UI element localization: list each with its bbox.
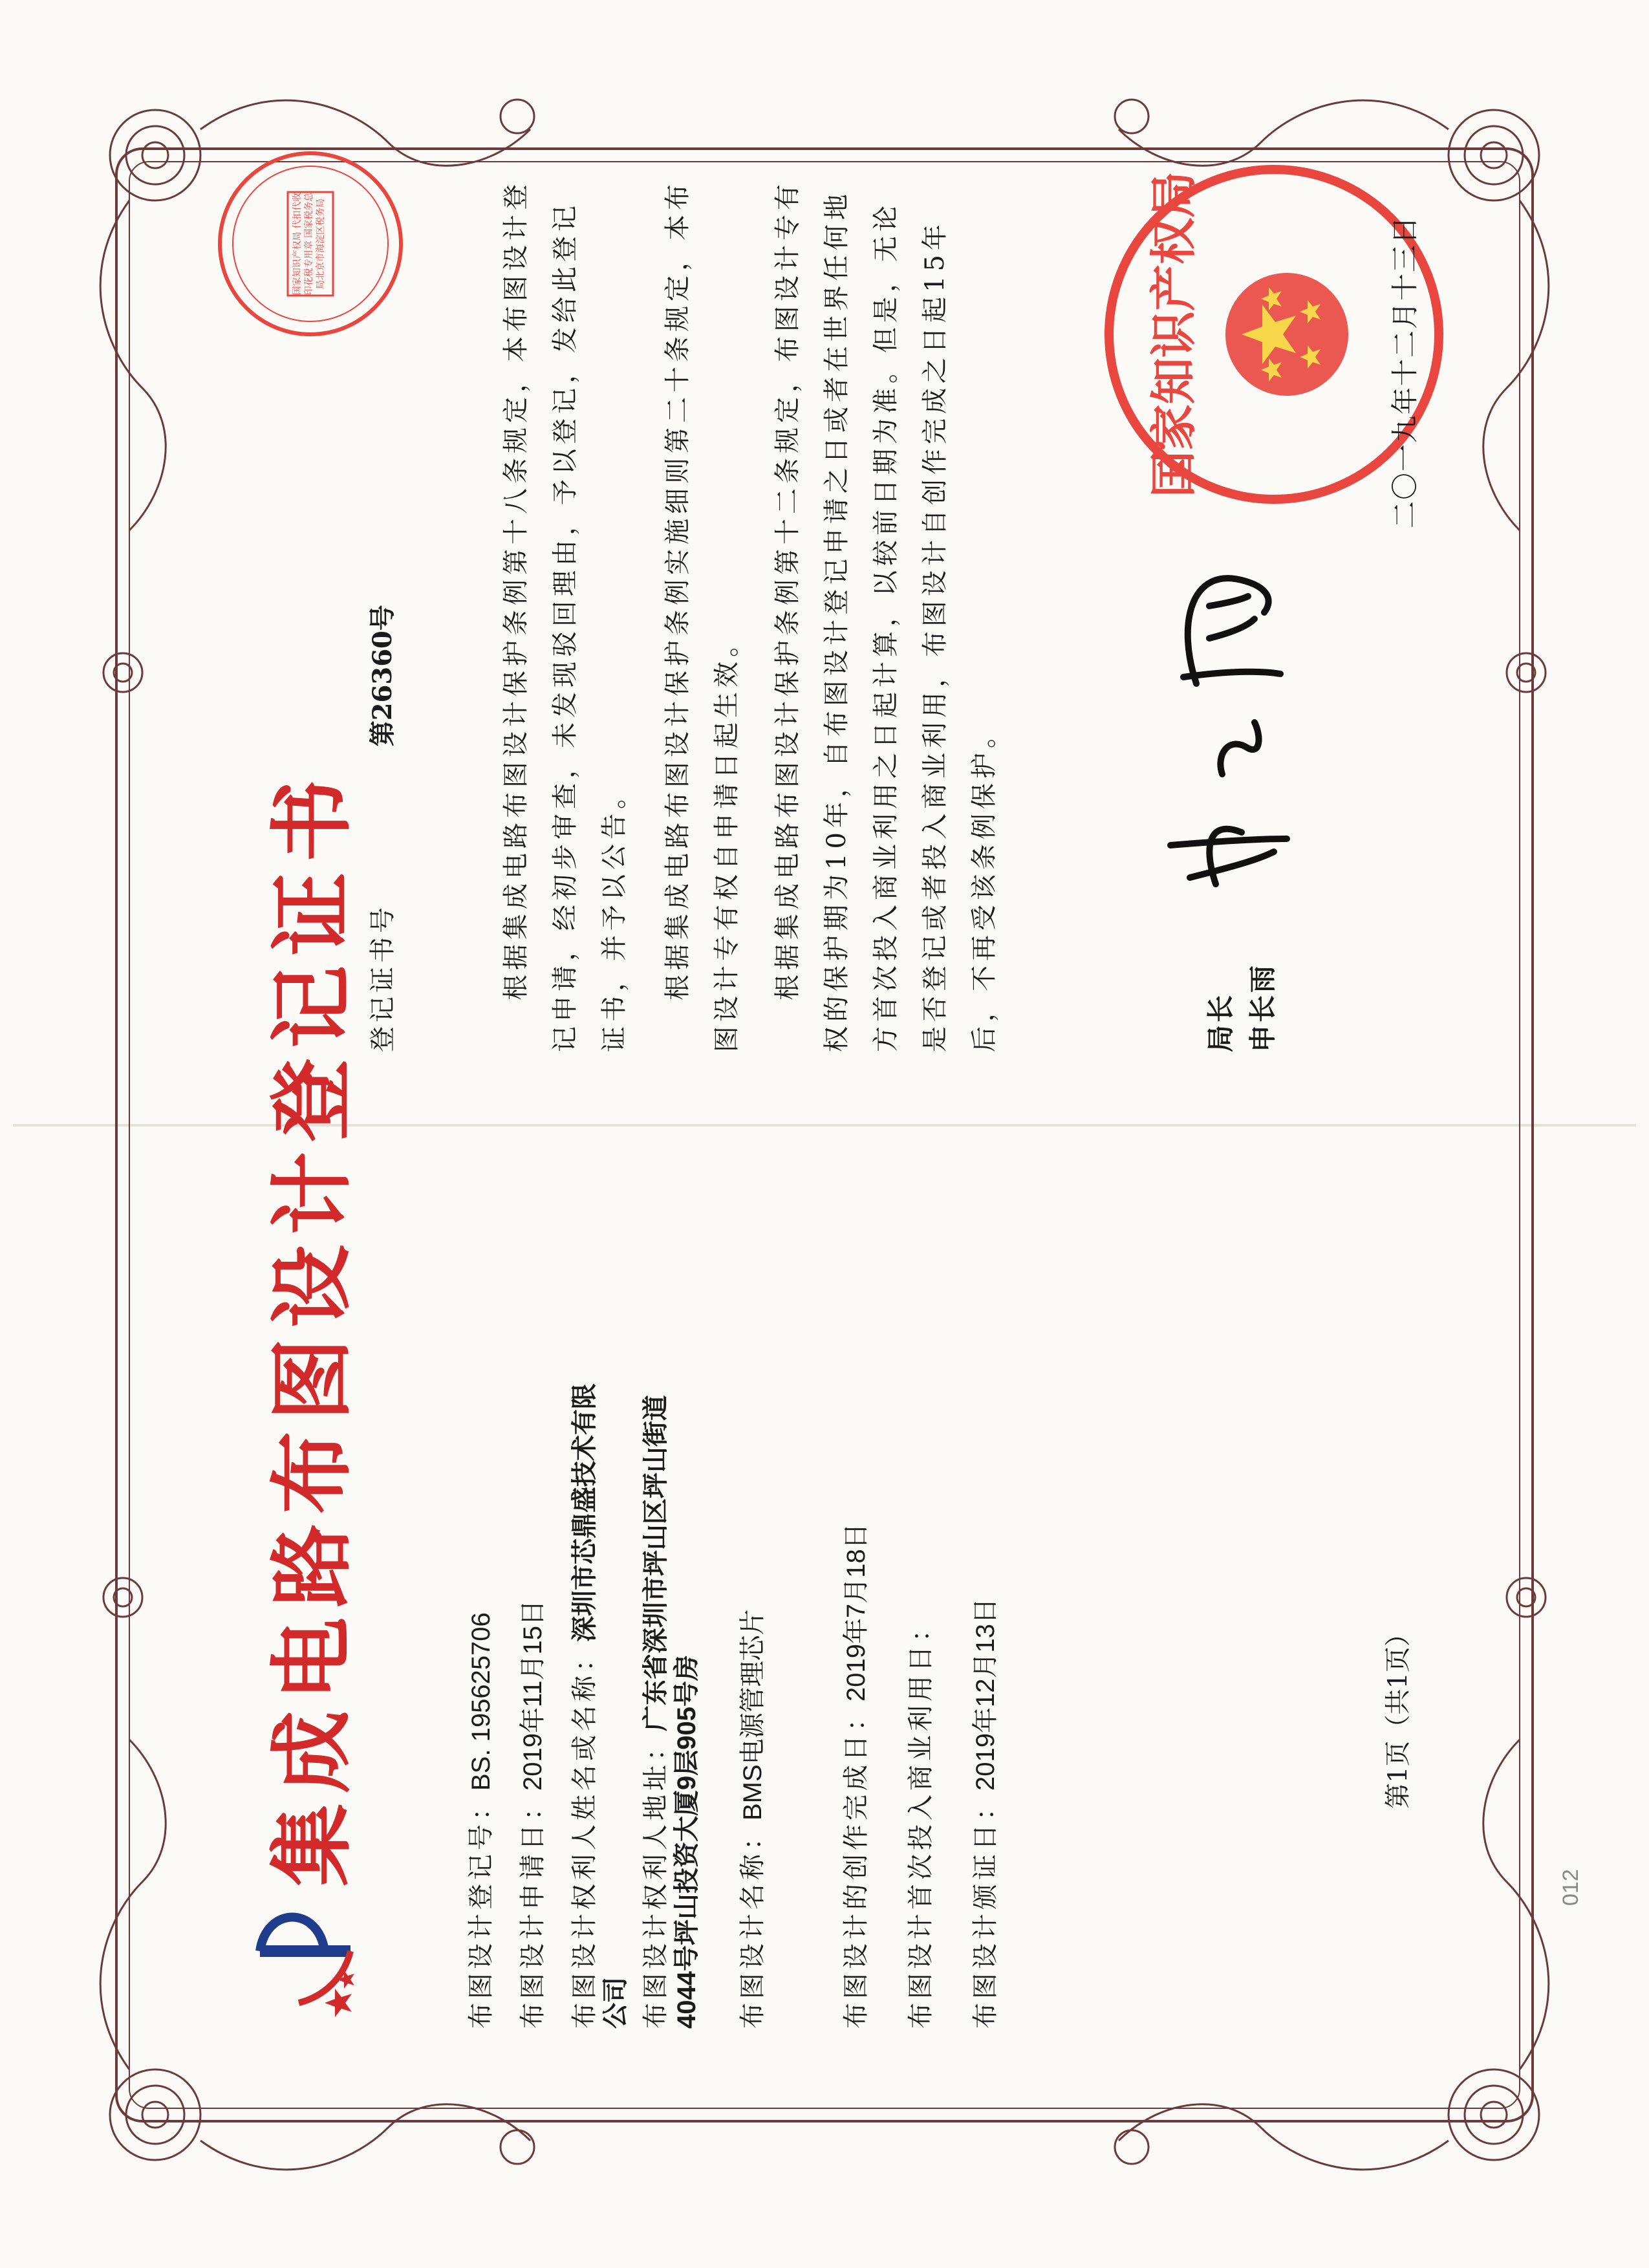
director-name: 申长雨 <box>1247 962 1278 1052</box>
certificate-title: 集成电路布图设计登记证书 <box>264 768 361 1886</box>
tax-stamp-text: 国家知识产权局 代扣代收印花税专用章 国家税务总局北京市海淀区税务局 <box>292 192 327 296</box>
field-creation-date: 布图设计的创作完成日：2019年7月18日 <box>841 1523 871 2029</box>
paragraph-2: 根据集成电路布图设计保护条例实施细则第二十条规定，本布图设计专有权自申请日起生效。 <box>663 180 742 1052</box>
page-number: 第1页（共1页） <box>1383 1621 1413 1809</box>
director-title: 局长 <box>1205 992 1236 1052</box>
registration-row <box>362 605 399 1052</box>
field-design-name: 布图设计名称：BMS电源管理芯片 <box>738 1609 768 2029</box>
title-row <box>246 769 365 2029</box>
tax-stamp-seal <box>213 147 407 341</box>
issue-date: 二〇一九年十二月十三日 <box>1389 215 1421 528</box>
registration-label: 登记证书号 <box>368 903 398 1052</box>
paragraph-1: 根据集成电路布图设计保护条例第十八条规定，本布图设计登记申请，经初步审查，未发现驳回理由，予以登记，发给此登记证书，并予以公告。 <box>501 180 629 1052</box>
field-commercial-use-date: 布图设计首次投入商业利用日： <box>906 1612 936 2029</box>
director-signature <box>1151 515 1293 903</box>
paragraph-3: 根据集成电路布图设计保护条例第十二条规定，布图设计专有权的保护期为10年，自布图设计登记申请之日或者在世界任何地方首次投入商业利用之日起计算，以较前日期为准。但是，无论是否登记或者投入商业利用，布图设计自创作完成之日起15年后，不再受该条例保护。 <box>773 180 999 1052</box>
field-owner-address: 布图设计权利人地址：广东省深圳市坪山区坪山街道4044号坪山投资大厦9层905号房 <box>641 1395 701 2029</box>
margin-note: 012 <box>1558 1869 1583 1906</box>
field-registration-no: 布图设计登记号：BS. 195625706 <box>466 1612 496 2029</box>
seal-text: 国家知识产权局 <box>1146 171 1201 498</box>
field-owner-name: 布图设计权利人姓名或名称：深圳市芯鼎盛技术有限公司 <box>570 1383 630 2029</box>
field-issue-date: 布图设计颁证日：2019年12月13日 <box>971 1598 1000 2029</box>
ic-logo-icon <box>247 1899 363 2029</box>
field-application-date: 布图设计申请日：2019年11月15日 <box>518 1600 548 2029</box>
registration-number: 第26360号 <box>367 605 398 747</box>
